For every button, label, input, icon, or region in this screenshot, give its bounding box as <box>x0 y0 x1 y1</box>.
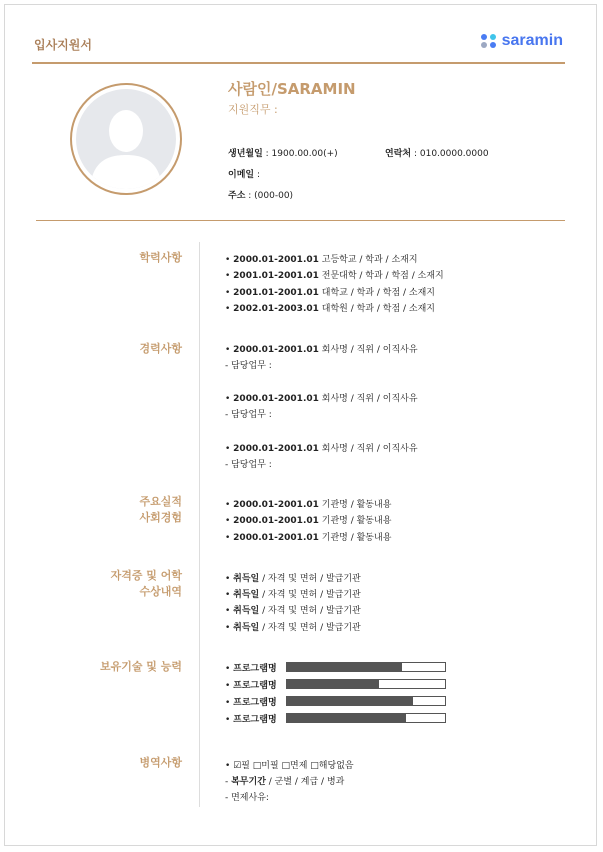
saramin-logo <box>481 32 563 50</box>
skill-bar-fill <box>287 663 402 671</box>
certificates-title: 자격증 및 어학 수상내역 <box>110 569 182 598</box>
skill-bar <box>286 696 446 706</box>
military-exemption: - 면제사유: <box>225 793 269 803</box>
certificate-item: • 취득일 / 자격 및 면허 / 발급기관 <box>225 623 361 633</box>
header-divider <box>36 220 565 221</box>
skill-item: • 프로그램명 <box>225 664 277 674</box>
email-value: : <box>256 170 261 180</box>
header <box>32 34 565 64</box>
address-info <box>228 188 293 201</box>
activities-title: 주요실적 사회경험 <box>139 495 182 524</box>
education-item: • 2000.01-2001.01 고등학교 / 학과 / 소재지 <box>225 255 418 265</box>
job-position: 지원직무 : <box>228 103 278 116</box>
phone-value: : 010.0000.0000 <box>413 149 489 159</box>
military-service: - 복무기간 / 군별 / 계급 / 병과 <box>225 777 345 787</box>
phone-label: 연락처 <box>385 149 412 159</box>
logo-text: saramin <box>501 32 563 49</box>
career-duty: - 담당업무 : <box>225 410 272 420</box>
education-item: • 2001.01-2001.01 대학교 / 학과 / 학점 / 소재지 <box>225 288 435 298</box>
skill-bar <box>286 662 446 672</box>
certificate-item: • 취득일 / 자격 및 면허 / 발급기관 <box>225 606 361 616</box>
address-value: : (000-00) <box>248 191 294 201</box>
skill-item: • 프로그램명 <box>225 698 277 708</box>
career-item: • 2000.01-2001.01 회사명 / 직위 / 이직사유 <box>225 444 418 454</box>
applicant-name: 사람인/SARAMIN <box>228 80 356 98</box>
education-title: 학력사항 <box>139 251 182 264</box>
education-item: • 2001.01-2001.01 전문대학 / 학과 / 학점 / 소재지 <box>225 271 444 281</box>
address-label: 주소 <box>228 191 246 201</box>
career-title: 경력사항 <box>139 342 182 355</box>
career-item: • 2000.01-2001.01 회사명 / 직위 / 이직사유 <box>225 394 418 404</box>
skill-bar-fill <box>287 680 379 688</box>
skill-item: • 프로그램명 <box>225 715 277 725</box>
certificate-item: • 취득일 / 자격 및 면허 / 발급기관 <box>225 590 361 600</box>
military-options[interactable]: • ☑필 □미필 □면제 □해당없음 <box>225 761 354 771</box>
military-title: 병역사항 <box>139 756 182 769</box>
skill-bar <box>286 713 446 723</box>
certificate-item: • 취득일 / 자격 및 면허 / 발급기관 <box>225 574 361 584</box>
avatar-placeholder-icon <box>76 89 176 189</box>
skill-bar <box>286 679 446 689</box>
activity-item: • 2000.01-2001.01 기관명 / 활동내용 <box>225 533 392 543</box>
logo-dots-icon <box>481 34 497 48</box>
document-title: 입사지원서 <box>34 38 92 52</box>
career-duty: - 담당업무 : <box>225 361 272 371</box>
skill-item: • 프로그램명 <box>225 681 277 691</box>
birth-value: : 1900.00.00(+) <box>265 149 338 159</box>
activity-item: • 2000.01-2001.01 기관명 / 활동내용 <box>225 500 392 510</box>
section-divider-line <box>199 242 200 807</box>
birth-label: 생년월일 <box>228 149 263 159</box>
phone-info <box>385 146 489 159</box>
activity-item: • 2000.01-2001.01 기관명 / 활동내용 <box>225 516 392 526</box>
profile-photo[interactable] <box>70 83 182 195</box>
education-item: • 2002.01-2003.01 대학원 / 학과 / 학점 / 소재지 <box>225 304 435 314</box>
skill-bar-fill <box>287 714 406 722</box>
career-duty: - 담당업무 : <box>225 460 272 470</box>
skills-title: 보유기술 및 능력 <box>99 660 182 673</box>
birth-info <box>228 146 338 159</box>
email-label: 이메일 <box>228 170 255 180</box>
career-item: • 2000.01-2001.01 회사명 / 직위 / 이직사유 <box>225 345 418 355</box>
skill-bar-fill <box>287 697 413 705</box>
email-info <box>228 167 260 180</box>
